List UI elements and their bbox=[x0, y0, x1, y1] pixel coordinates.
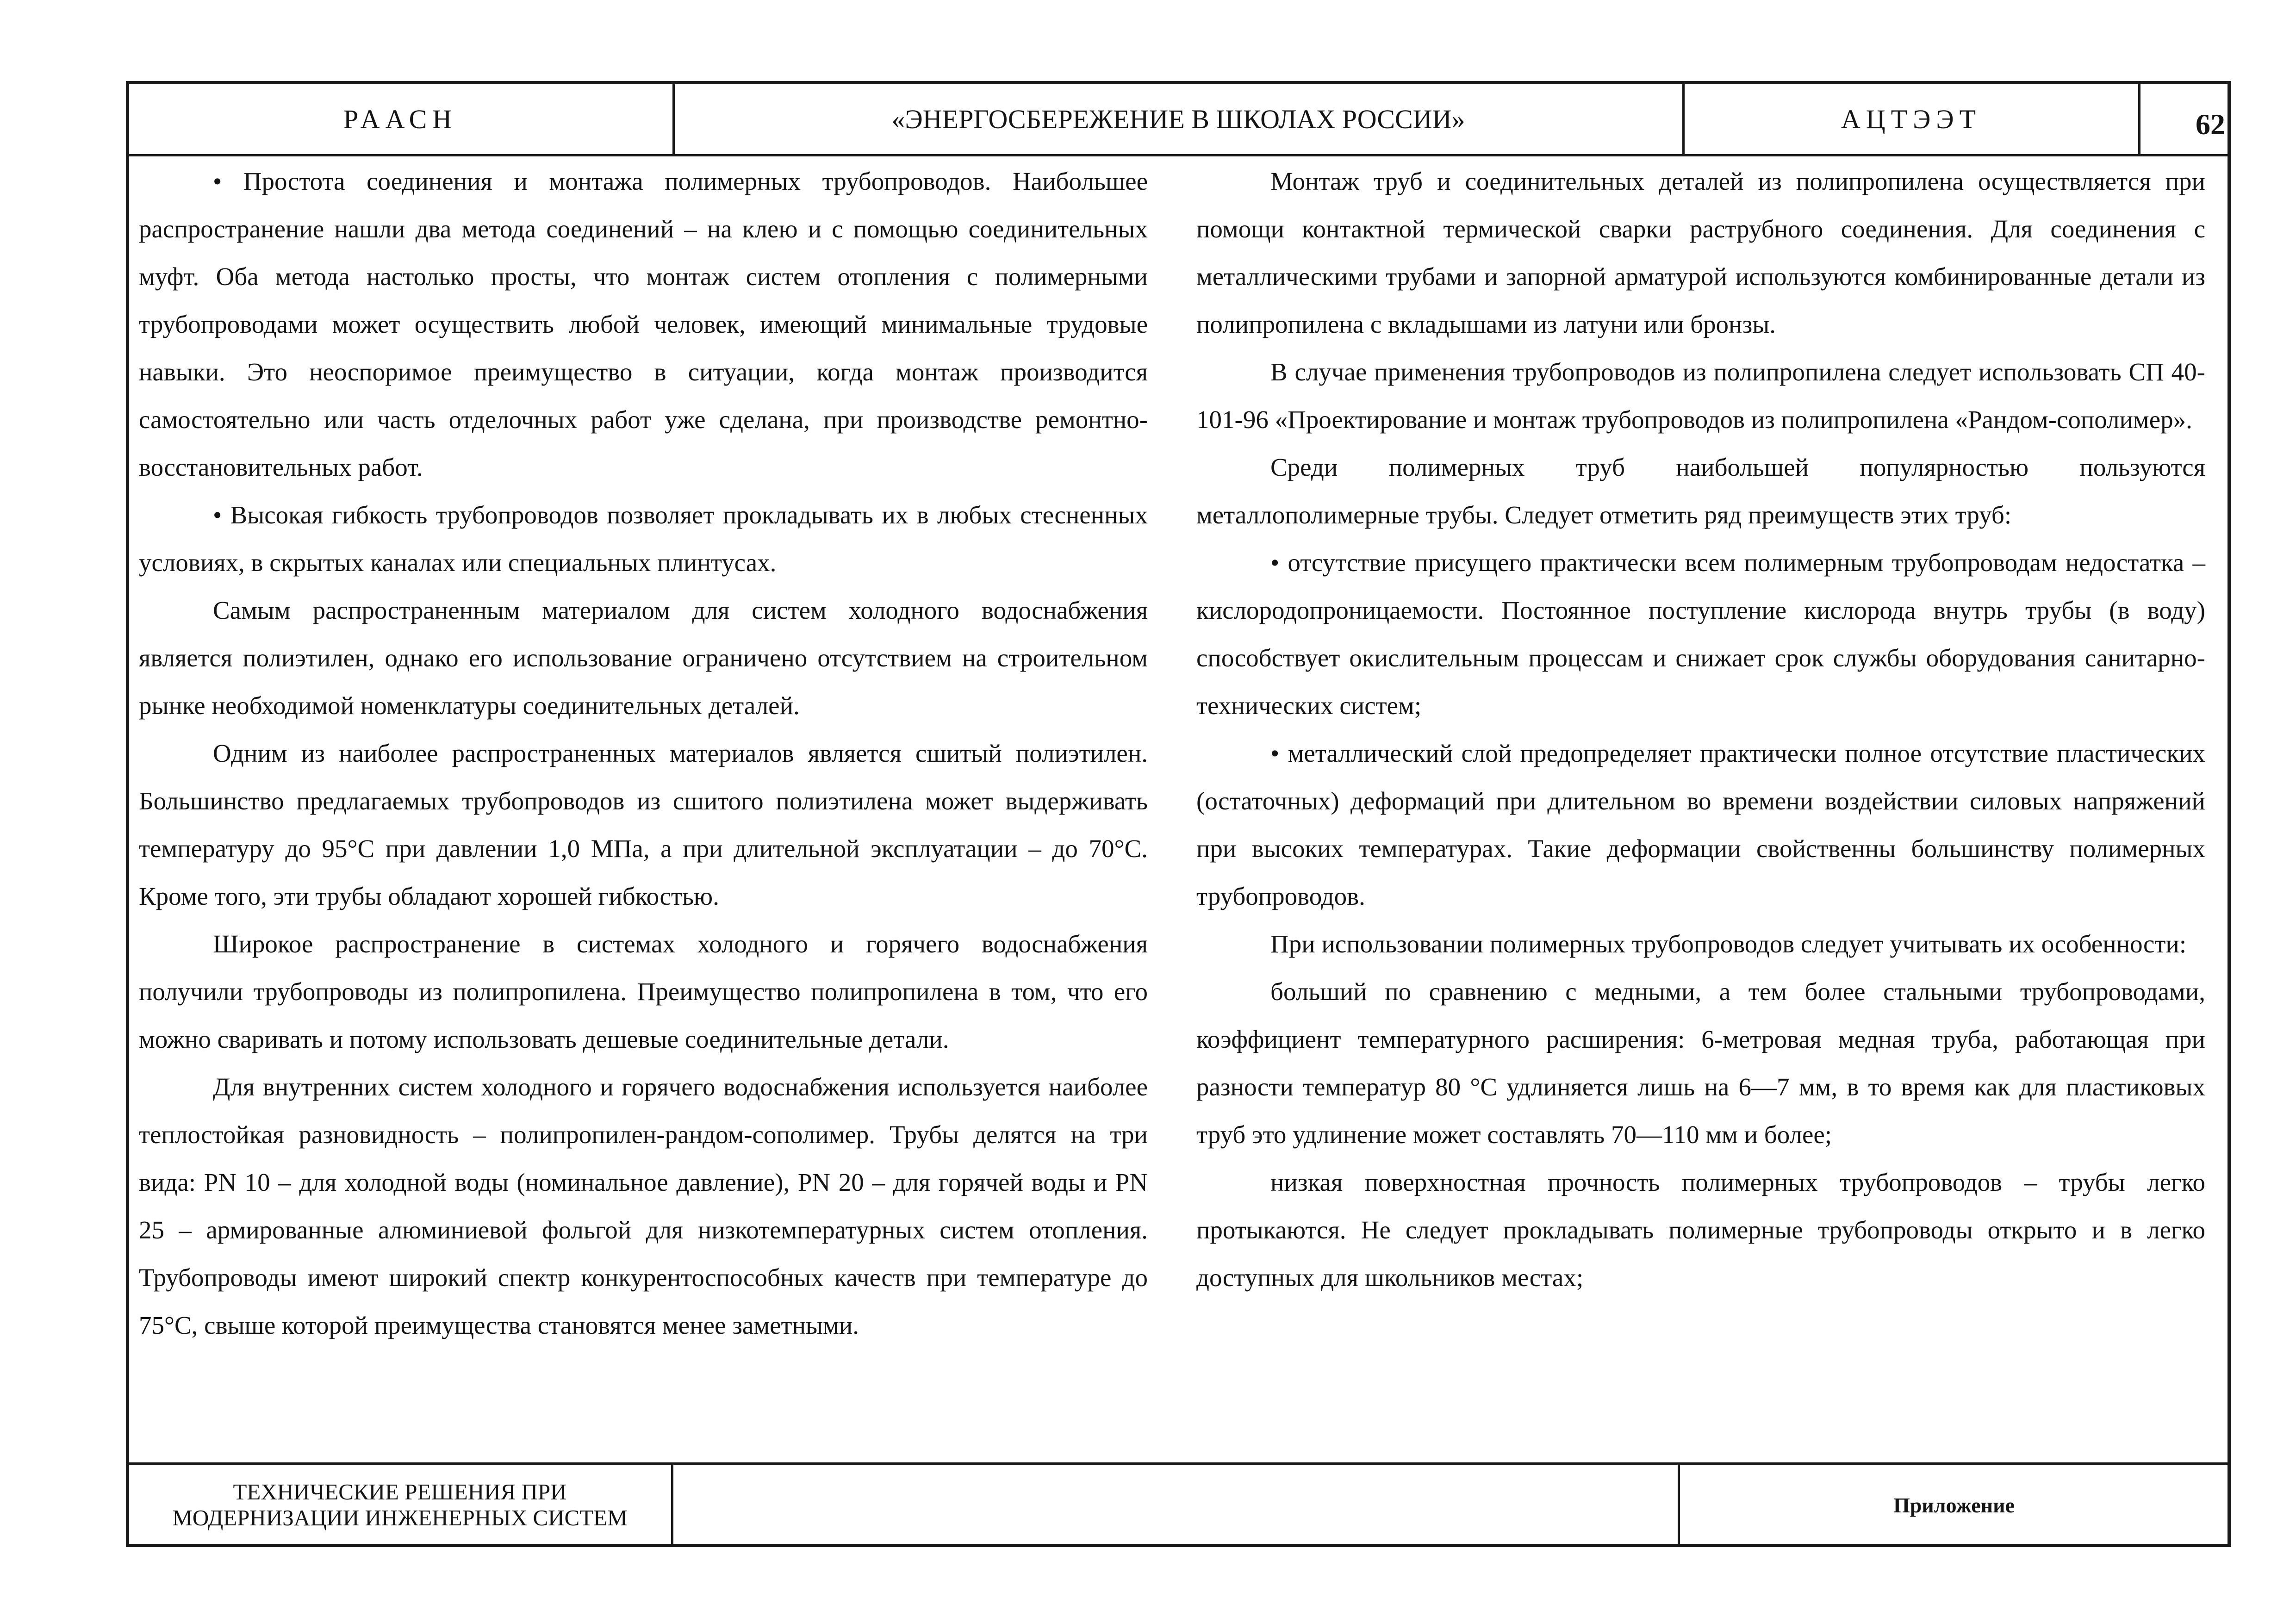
paragraph: Одним из наиболее распространенных материалов является сшитый полиэтилен. Большинство предлагаемых трубопроводов из сшитого полиэтилена может выдерживать температуру до 95°С при давлении 1,0 МПа, а при длительной эксплуатации – до 70°С. Кроме того, эти трубы обладают хорошей гибкостью. bbox=[139, 739, 1148, 910]
footer-section-title bbox=[130, 1466, 670, 1544]
paragraph: В случае применения трубопроводов из полипропилена следует использовать СП 40-101-96 «Проектирование и монтаж трубопроводов из полипропилена «Рандом-сополимер». bbox=[1196, 358, 2205, 434]
footer-divider bbox=[126, 1462, 2231, 1465]
paragraph: • Простота соединения и монтажа полимерных трубопроводов. Наибольшее распространение нашли два метода соединений – на клею и с помощью соединительных муфт. Оба метода настолько просты, что монтаж систем отопления с полимерными трубопроводами может осуществить любой человек, имеющий минимальные трудовые навыки. Это неоспоримое преимущество в ситуации, когда монтаж производится самостоятельно или часть отделочных работ уже сделана, при производстве ремонтно-восстановительных работ. bbox=[139, 167, 1148, 481]
footer-separator-2 bbox=[1678, 1462, 1680, 1546]
paragraph: • отсутствие присущего практически всем полимерным трубопроводам недостатка – кислородопроницаемости. Постоянное поступление кислорода внутрь трубы (в воду) способствует окислительным процессам и снижает срок службы оборудования санитарно-технических систем; bbox=[1196, 548, 2205, 720]
page-number: 62 bbox=[2196, 108, 2225, 141]
footer-middle-cell bbox=[674, 1466, 1677, 1544]
header-separator-3 bbox=[2138, 81, 2140, 155]
paragraph: Среди полимерных труб наибольшей популярностью пользуются металлополимерные трубы. Следует отметить ряд преимуществ этих труб: bbox=[1196, 453, 2205, 529]
footer-title-line-2: МОДЕРНИЗАЦИИ ИНЖЕНЕРНЫХ СИСТЕМ bbox=[172, 1505, 628, 1530]
footer-title-line-1: ТЕХНИЧЕСКИЕ РЕШЕНИЯ ПРИ bbox=[233, 1479, 567, 1505]
paragraph: Монтаж труб и соединительных деталей из полипропилена осуществляется при помощи контактной термической сварки раструбного соединения. Для соединения с металлическими трубами и запорной арматурой используются комбинированные детали из полипропилена с вкладышами из латуни или бронзы. bbox=[1196, 167, 2205, 338]
right-column bbox=[1196, 157, 2205, 1301]
header-divider bbox=[126, 154, 2231, 156]
paragraph: низкая поверхностная прочность полимерных трубопроводов – трубы легко протыкаются. Не следует прокладывать полимерные трубопроводы открыто и в легко доступных для школьников местах; bbox=[1196, 1168, 2205, 1292]
footer-separator-1 bbox=[671, 1462, 673, 1546]
paragraph: Для внутренних систем холодного и горячего водоснабжения используется наиболее теплостойкая разновидность – полипропилен-рандом-сополимер. Трубы делятся на три вида: PN 10 – для холодной воды (номинальное давление), PN 20 – для горячей воды и PN 25 – армированные алюминиевой фольгой для низкотемпературных систем отопления. Трубопроводы имеют широкий спектр конкурентоспособных качеств при температуре до 75°С, свыше которой преимущества становятся менее заметными. bbox=[139, 1073, 1148, 1339]
paragraph: • Высокая гибкость трубопроводов позволяет прокладывать их в любых стесненных условиях, в скрытых каналах или специальных плинтусах. bbox=[139, 501, 1148, 577]
paragraph: • металлический слой предопределяет практически полное отсутствие пластических (остаточных) деформаций при длительном во времени воздействии силовых напряжений при высоких температурах. Такие деформации свойственны большинству полимерных трубопроводов. bbox=[1196, 739, 2205, 910]
footer-appendix-label: Приложение bbox=[1893, 1493, 2015, 1517]
paragraph: больший по сравнению с медными, а тем более стальными трубопроводами, коэффициент температурного расширения: 6-метровая медная труба, работающая при разности температур 80 °С удлиняется лишь на 6—7 мм, в то время как для пластиковых труб это удлинение может составлять 70—110 мм и более; bbox=[1196, 977, 2205, 1149]
paragraph: Широкое распространение в системах холодного и горячего водоснабжения получили трубопроводы из полипропилена. Преимущество полипропилена в том, что его можно сваривать и потому использовать дешевые соединительные детали. bbox=[139, 930, 1148, 1053]
header-org-right: АЦТЭЭТ bbox=[1841, 104, 1982, 134]
header-org-left: РААСН bbox=[343, 104, 458, 134]
header-title: «ЭНЕРГОСБЕРЕЖЕНИЕ В ШКОЛАХ РОССИИ» bbox=[891, 104, 1465, 134]
header-separator-2 bbox=[1682, 81, 1685, 155]
left-column bbox=[139, 157, 1148, 1349]
header-separator-1 bbox=[672, 81, 675, 155]
paragraph: Самым распространенным материалом для систем холодного водоснабжения является полиэтилен, однако его использование ограничено отсутствием на строительном рынке необходимой номенклатуры соединительных деталей. bbox=[139, 596, 1148, 720]
paragraph: При использовании полимерных трубопроводов следует учитывать их особенности: bbox=[1270, 930, 2187, 958]
